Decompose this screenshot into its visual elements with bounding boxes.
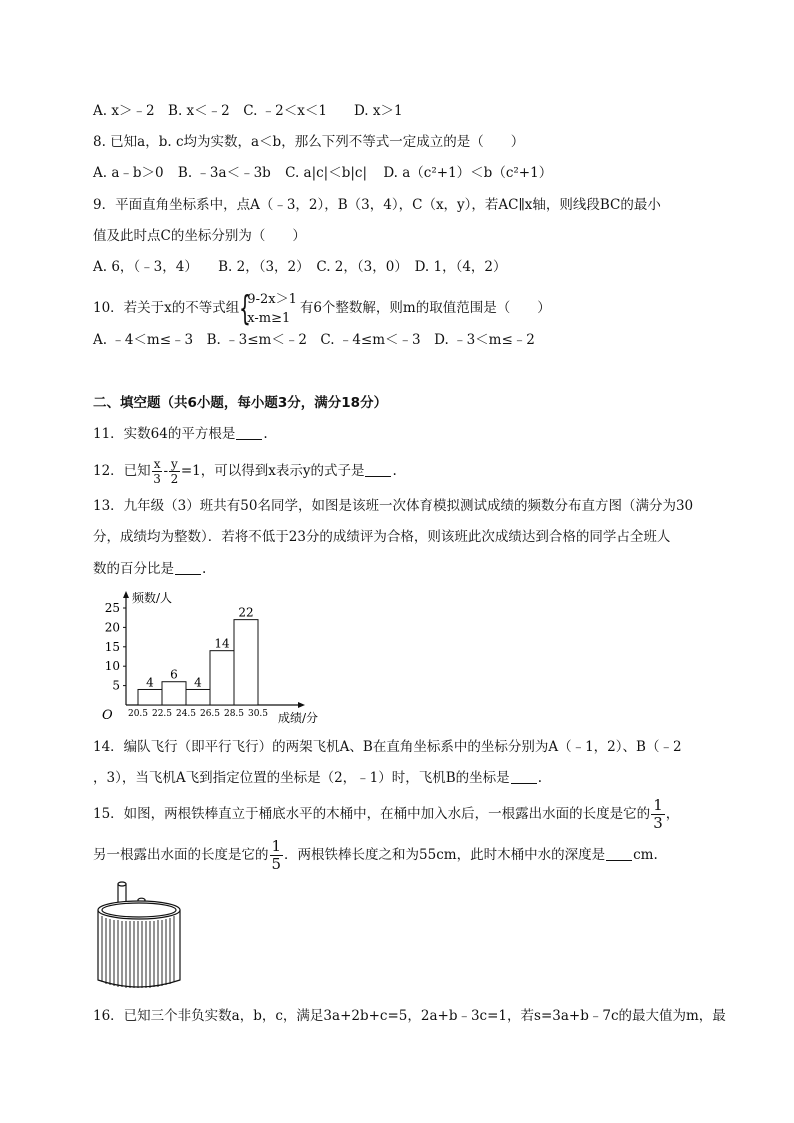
y-tick-label: 5 xyxy=(112,678,120,693)
q15-line2 xyxy=(93,838,658,873)
numerator: 1 xyxy=(653,796,663,814)
denominator: 3 xyxy=(153,472,161,486)
x-tick-label: 24.5 xyxy=(175,709,197,719)
x-tick-label: 20.5 xyxy=(127,709,149,719)
inequality-system xyxy=(239,290,297,328)
q14-line2 xyxy=(93,768,542,788)
q9-stem-line2: 值及此时点C的坐标分别为（ ） xyxy=(93,228,306,244)
barrel-illustration xyxy=(92,880,187,992)
q10-options: A. ﹣4＜m≤﹣3 B. ﹣3≤m＜﹣2 C. ﹣4≤m＜﹣3 D. ﹣3＜m≤﹣2 xyxy=(93,332,535,348)
numerator: y xyxy=(171,457,178,471)
q7-options: A. x＞﹣2 B. x＜﹣2 C. ﹣2＜x＜1 D. x＞1 xyxy=(93,103,403,119)
y-tick-label: 10 xyxy=(104,659,120,674)
q14-text: ，3），当飞机A飞到指定位置的坐标是（2，﹣1）时，飞机B的坐标是 xyxy=(93,770,510,786)
q15-line1 xyxy=(93,797,679,832)
fraction-y-over-2 xyxy=(169,457,180,486)
q14-line1: 14．编队飞行（即平行飞行）的两架飞机A、B在直角坐标系中的坐标分别为A（﹣1，2）、B（﹣2 xyxy=(93,739,682,755)
answer-blank[interactable] xyxy=(606,846,632,861)
q8-option-b: B. ﹣3a＜﹣3b xyxy=(177,165,271,181)
origin-label: O xyxy=(102,708,113,723)
q8-option-a: A. a﹣b＞0 xyxy=(93,165,164,181)
answer-blank[interactable] xyxy=(365,462,391,477)
q8-stem: 8. 已知a，b. c均为实数，a＜b，那么下列不等式一定成立的是（ ） xyxy=(93,134,525,150)
q9-stem-line1: 9．平面直角坐标系中，点A（﹣3，2），B（3，4），C（x，y），若AC∥x轴，则线段BC的最小 xyxy=(93,197,661,213)
section-title: 二、填空题（共6小题，每小题3分，满分18分） xyxy=(93,395,388,411)
q8-options xyxy=(93,163,552,183)
numerator: x xyxy=(153,457,161,471)
q12 xyxy=(93,455,397,487)
denominator: 3 xyxy=(653,814,663,832)
brace-icon: { xyxy=(239,288,252,329)
q12-text: =1，可以得到x表示y的式子是 xyxy=(180,463,365,479)
histogram-bar xyxy=(138,689,162,705)
q16-line1: 16．已知三个非负实数a，b，c，满足3a+2b+c=5，2a+b﹣3c=1，若s=3a+b﹣7c的最大值为m，最 xyxy=(93,1008,726,1024)
q13-period: . xyxy=(202,561,207,577)
fraction-x-over-3 xyxy=(152,457,163,486)
bar-value-label: 22 xyxy=(238,605,254,620)
minus-sign: - xyxy=(163,463,169,479)
x-tick-label: 28.5 xyxy=(223,709,245,719)
x-axis-arrow-icon xyxy=(298,702,305,708)
x-tick-label: 26.5 xyxy=(199,709,221,719)
frequency-histogram xyxy=(88,588,338,728)
q15-text-2: 另一根露出水面的长度是它的 xyxy=(93,847,269,863)
histogram-bar xyxy=(210,651,234,705)
bar-value-label: 4 xyxy=(146,675,154,690)
q15-unit: cm. xyxy=(633,847,658,863)
fraction-one-third xyxy=(651,797,665,832)
q15-text-1: 15．如图，两根铁棒直立于桶底水平的木桶中，在桶中加入水后，一根露出水面的长度是它的 xyxy=(93,806,651,822)
fraction-one-fifth xyxy=(270,838,284,873)
q8-option-d: D. a（c²+1）＜b（c²+1） xyxy=(383,165,553,181)
bar-value-label: 6 xyxy=(170,667,178,682)
answer-blank[interactable] xyxy=(511,769,537,784)
q13-line3 xyxy=(93,559,206,579)
y-tick-label: 25 xyxy=(104,601,120,615)
q10-suffix: 有6个整数解，则m的取值范围是（ ） xyxy=(299,300,551,316)
q13-line1: 13．九年级（3）班共有50名同学，如图是该班一次体育模拟测试成绩的频数分布直方图（满分为30 xyxy=(93,498,694,514)
answer-blank[interactable] xyxy=(175,560,201,575)
y-tick-label: 15 xyxy=(104,639,120,654)
histogram-bar xyxy=(234,620,258,705)
histogram-bar xyxy=(162,682,186,705)
bar-value-label: 14 xyxy=(214,636,230,651)
denominator: 2 xyxy=(170,472,179,486)
histogram-bar xyxy=(186,689,210,705)
x-tick-label: 30.5 xyxy=(247,709,269,719)
y-axis-label: 频数/人 xyxy=(132,591,173,605)
x-axis-label: 成绩/分 xyxy=(278,711,319,725)
q11-period: . xyxy=(263,426,268,442)
inequality-2: x-m≥1 xyxy=(247,310,291,326)
y-tick-label: 20 xyxy=(104,620,120,635)
q10-stem xyxy=(93,289,551,328)
q12-period: . xyxy=(392,463,397,479)
q12-prefix: 12．已知 xyxy=(93,463,151,479)
q13-line2: 分，成绩均为整数）．若将不低于23分的成绩评为合格，则该班此次成绩达到合格的同学占全班人 xyxy=(93,529,671,545)
q8-option-c: C. a|c|＜b|c| xyxy=(285,165,368,181)
q10-prefix: 10．若关于x的不等式组 xyxy=(93,300,240,316)
answer-blank[interactable] xyxy=(236,425,262,440)
y-axis-arrow-icon xyxy=(123,591,129,598)
numerator: 1 xyxy=(271,837,282,855)
x-tick-label: 22.5 xyxy=(151,709,173,719)
q9-options: A. 6，（﹣3，4） B. 2，（3，2） C. 2，（3，0） D. 1，（4，2） xyxy=(93,259,507,275)
q15-comma: ， xyxy=(665,806,680,822)
q11 xyxy=(93,424,268,444)
q14-period: . xyxy=(537,770,542,786)
denominator: 5 xyxy=(271,855,282,873)
inequality-1: 9-2x＞1 xyxy=(247,291,297,307)
q11-text: 11．实数64的平方根是 xyxy=(93,426,236,442)
q15-text-3: ．两根铁棒长度之和为55cm，此时木桶中水的深度是 xyxy=(284,847,606,863)
bar-value-label: 4 xyxy=(194,675,202,690)
q13-text: 数的百分比是 xyxy=(93,561,174,577)
